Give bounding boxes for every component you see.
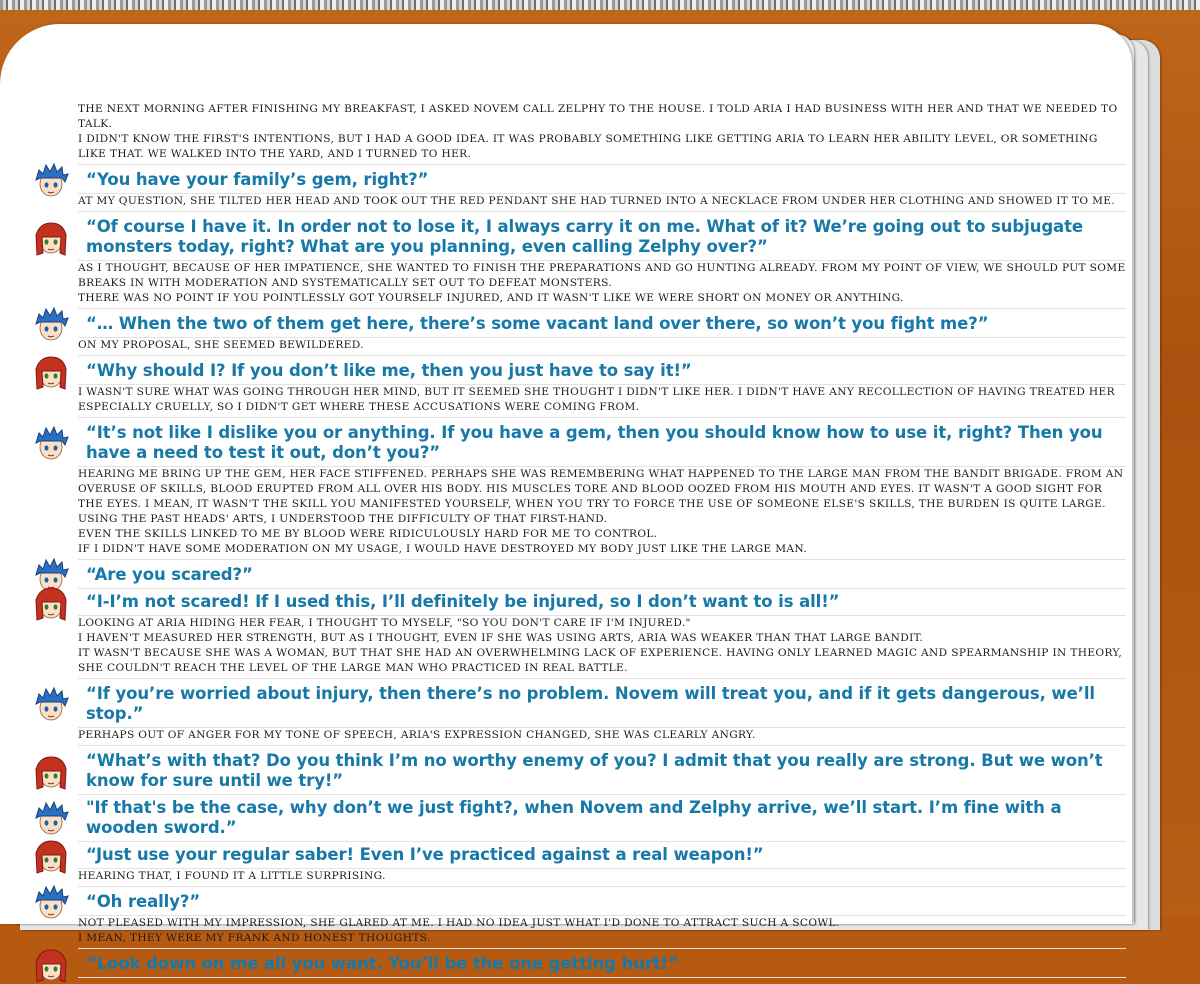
dialogue-line: [78, 589, 1126, 616]
narration-paragraph: HEARING THAT, I FOUND IT A LITTLE SURPRISING.: [78, 869, 1126, 887]
dialogue-text: “Why should I? If you don’t like me, then you just have to say it!”: [86, 361, 692, 380]
dialogue-text: “You have your family’s gem, right?”: [86, 170, 429, 189]
boy-avatar-icon: [32, 800, 70, 838]
dialogue-line: [78, 420, 1126, 467]
dialogue-line: [78, 562, 1126, 589]
dialogue-text: “Of course I have it. In order not to lose it, I always carry it on me. What of it? We’re going out to subjugate monsters today, right? What are you planning, even calling Zelphy over?”: [86, 217, 1083, 256]
dialogue-text: “If you’re worried about injury, then there’s no problem. Novem will treat you, and if it gets dangerous, we’ll stop.”: [86, 684, 1095, 723]
dialogue-line: [78, 681, 1126, 728]
dialogue-line: [78, 358, 1126, 385]
dialogue-text: "If that's be the case, why don’t we just fight?, when Novem and Zelphy arrive, we’ll start. I’m fine with a wooden sword.”: [86, 798, 1062, 837]
narration-paragraph: I WASN'T SURE WHAT WAS GOING THROUGH HER MIND, BUT IT SEEMED SHE THOUGHT I DIDN'T LIKE HER. I DIDN'T HAVE ANY RECOLLECTION OF HAVING TREATED HER ESPECIALLY CRUELLY, SO I DIDN'T GET WHERE THESE ACCUSATIONS WERE COMING FROM.: [78, 385, 1126, 418]
dialogue-text: “I-I’m not scared! If I used this, I’ll definitely be injured, so I don’t want to is all!”: [86, 592, 840, 611]
girl-avatar-icon: [32, 753, 70, 791]
boy-avatar-icon: [32, 162, 70, 200]
dialogue-text: “Are you scared?”: [86, 565, 253, 584]
dialogue-line: [78, 214, 1126, 261]
dialogue-line: [78, 795, 1126, 842]
narration-paragraph: PERHAPS OUT OF ANGER FOR MY TONE OF SPEECH, ARIA'S EXPRESSION CHANGED, SHE WAS CLEARLY ANGRY.: [78, 728, 1126, 746]
dialogue-text: “What’s with that? Do you think I’m no worthy enemy of you? I admit that you really are strong. But we won’t know for sure until we try!”: [86, 751, 1103, 790]
narration-paragraph: ON MY PROPOSAL, SHE SEEMED BEWILDERED.: [78, 338, 1126, 356]
boy-avatar-icon: [32, 686, 70, 724]
dialogue-line: [78, 748, 1126, 795]
boy-avatar-icon: [32, 425, 70, 463]
dialogue-text: “Just use your regular saber! Even I’ve practiced against a real weapon!”: [86, 845, 764, 864]
girl-avatar-icon: [32, 219, 70, 257]
dialogue-line: [78, 167, 1126, 194]
narration-paragraph: NOT PLEASED WITH MY IMPRESSION, SHE GLARED AT ME. I HAD NO IDEA JUST WHAT I'D DONE TO ATTRACT SUCH A SCOWL. I MEAN, THEY WERE MY FRANK AND HONEST THOUGHTS.: [78, 916, 1126, 949]
dialogue-text: “It’s not like I dislike you or anything. If you have a gem, then you should know how to use it, right? Then you have a need to test it out, don’t you?”: [86, 423, 1103, 462]
girl-avatar-icon: [32, 353, 70, 391]
dialogue-text: “… When the two of them get here, there’s some vacant land over there, so won’t you fight me?”: [86, 314, 989, 333]
book-page: [0, 24, 1132, 973]
dialogue-line: [78, 889, 1126, 916]
dialogue-line: [78, 842, 1126, 869]
narration-paragraph: AT MY QUESTION, SHE TILTED HER HEAD AND TOOK OUT THE RED PENDANT SHE HAD TURNED INTO A NECKLACE FROM UNDER HER CLOTHING AND SHOWED IT TO ME.: [78, 194, 1126, 212]
dialogue-line: [78, 951, 1126, 978]
page-content: [0, 102, 1132, 978]
narration-paragraph: AS I THOUGHT, BECAUSE OF HER IMPATIENCE, SHE WANTED TO FINISH THE PREPARATIONS AND GO HUNTING ALREADY. FROM MY POINT OF VIEW, WE SHOULD PUT SOME BREAKS IN WITH MODERATION AND SYSTEMATICALLY SET OUT TO DEFEAT MONSTERS. THERE WAS NO POINT IF YOU POINTLESSLY GOT YOURSELF INJURED, AND IT WASN'T LIKE WE WERE SHORT ON MONEY OR ANYTHING.: [78, 261, 1126, 309]
girl-avatar-icon: [32, 837, 70, 875]
dialogue-line: [78, 311, 1126, 338]
girl-avatar-icon: [32, 584, 70, 622]
dialogue-text: “Look down on me all you want. You’ll be the one getting hurt!”: [86, 954, 679, 973]
boy-avatar-icon: [32, 306, 70, 344]
narration-paragraph: LOOKING AT ARIA HIDING HER FEAR, I THOUGHT TO MYSELF, "SO YOU DON'T CARE IF I'M INJURED." I HAVEN'T MEASURED HER STRENGTH, BUT AS I THOUGHT, EVEN IF SHE WAS USING ARTS, ARIA WAS WEAKER THAN THAT LARGE BANDIT. IT WASN'T BECAUSE SHE WAS A WOMAN, BUT THAT SHE HAD AN OVERWHELMING LACK OF EXPERIENCE. HAVING ONLY LEARNED MAGIC AND SPEARMANSHIP IN THEORY, SHE COULDN'T REACH THE LEVEL OF THE LARGE MAN WHO PRACTICED IN REAL BATTLE.: [78, 616, 1126, 679]
narration-paragraph: HEARING ME BRING UP THE GEM, HER FACE STIFFENED. PERHAPS SHE WAS REMEMBERING WHAT HAPPENED TO THE LARGE MAN FROM THE BANDIT BRIGADE. FROM AN OVERUSE OF SKILLS, BLOOD ERUPTED FROM ALL OVER HIS BODY. HIS MUSCLES TORE AND BLOOD OOZED FROM HIS MOUTH AND EYES. IT WASN'T A GOOD SIGHT FOR THE EYES. I MEAN, IT WASN'T THE SKILL YOU MANIFESTED YOURSELF, WHEN YOU TRY TO FORCE THE USE OF SOMEONE ELSE'S SKILLS, THE BURDEN IS QUITE LARGE. USING THE PAST HEADS' ARTS, I UNDERSTOOD THE DIFFICULTY OF THAT FIRST-HAND. EVEN THE SKILLS LINKED TO ME BY BLOOD WERE RIDICULOUSLY HARD FOR ME TO CONTROL. IF I DIDN'T HAVE SOME MODERATION ON MY USAGE, I WOULD HAVE DESTROYED MY BODY JUST LIKE THE LARGE MAN.: [78, 467, 1126, 560]
girl-avatar-icon: [32, 946, 70, 984]
dialogue-text: “Oh really?”: [86, 892, 201, 911]
narration-paragraph: THE NEXT MORNING AFTER FINISHING MY BREAKFAST, I ASKED NOVEM CALL ZELPHY TO THE HOUSE. I TOLD ARIA I HAD BUSINESS WITH HER AND THAT WE NEEDED TO TALK. I DIDN'T KNOW THE FIRST'S INTENTIONS, BUT I HAD A GOOD IDEA. IT WAS PROBABLY SOMETHING LIKE GETTING ARIA TO LEARN HER ABILITY LEVEL, OR SOMETHING LIKE THAT. WE WALKED INTO THE YARD, AND I TURNED TO HER.: [78, 102, 1126, 165]
